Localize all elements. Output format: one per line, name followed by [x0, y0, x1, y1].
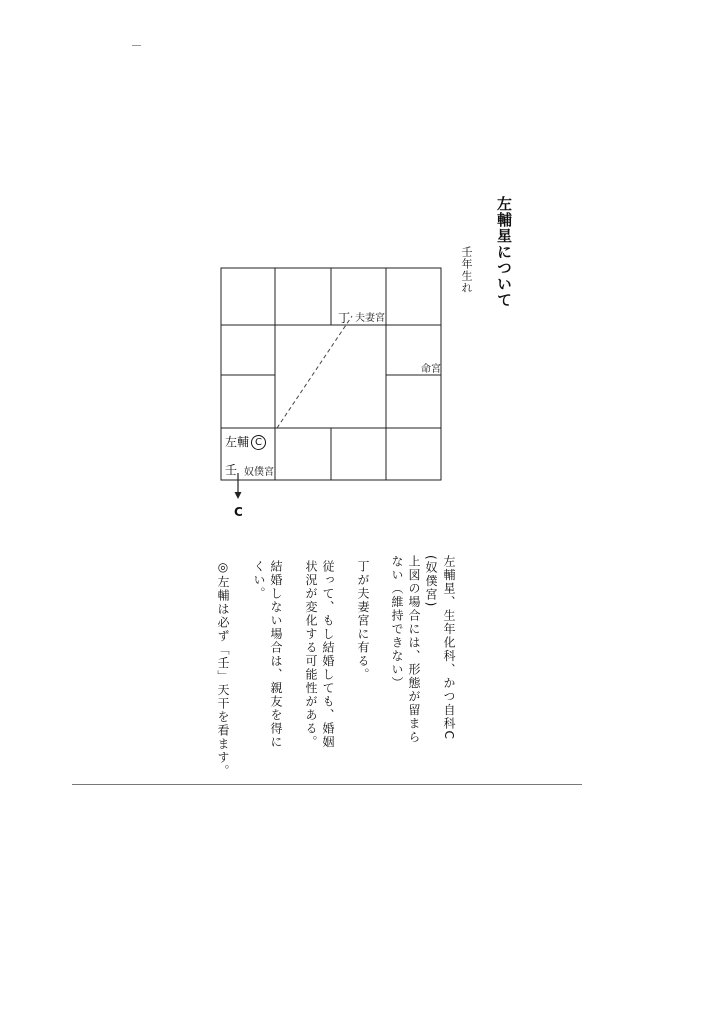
page-title: 左輔星について [495, 196, 513, 308]
bottom-rule [72, 784, 582, 785]
fusai-stem-label: 丁 [338, 311, 351, 325]
body-line-2: (奴僕宮) [424, 555, 438, 608]
body-line-4: ない（維持できない） [390, 555, 404, 690]
body-line-6: 丁が夫妻宮に有る。 [356, 560, 370, 682]
nuboku-palace-label: 奴僕宮 [244, 467, 274, 478]
relation-dashed-line [277, 316, 352, 428]
sahou-star-text: 左輔 [225, 435, 250, 449]
nuboku-stem-label: 壬 [225, 463, 238, 477]
body-line-11: くい。 [252, 560, 266, 601]
sahou-star-label [225, 435, 266, 450]
body-line-3: 上図の場合には、形態が留まら [407, 555, 421, 744]
body-line-8: 従って、もし結婚しても、婚姻 [321, 560, 335, 749]
body-line-1: 左輔星、生年化科、かつ自科C [442, 555, 456, 741]
birth-year-subtitle: 壬年生れ [460, 246, 473, 294]
body-line-10: 結婚しない場合は、親友を得に [269, 560, 283, 749]
arrow-head [235, 492, 242, 499]
arrow-target-label: C [234, 505, 243, 519]
body-line-13: ◎左輔は必ず「壬」天干を看ます。 [216, 560, 230, 778]
sahou-circle-mark: C [251, 435, 266, 450]
fusai-palace-label: 夫妻宮 [355, 313, 385, 324]
body-line-9: 状況が変化する可能性がある。 [304, 560, 318, 749]
mei-palace-label: 命宮 [421, 364, 441, 375]
